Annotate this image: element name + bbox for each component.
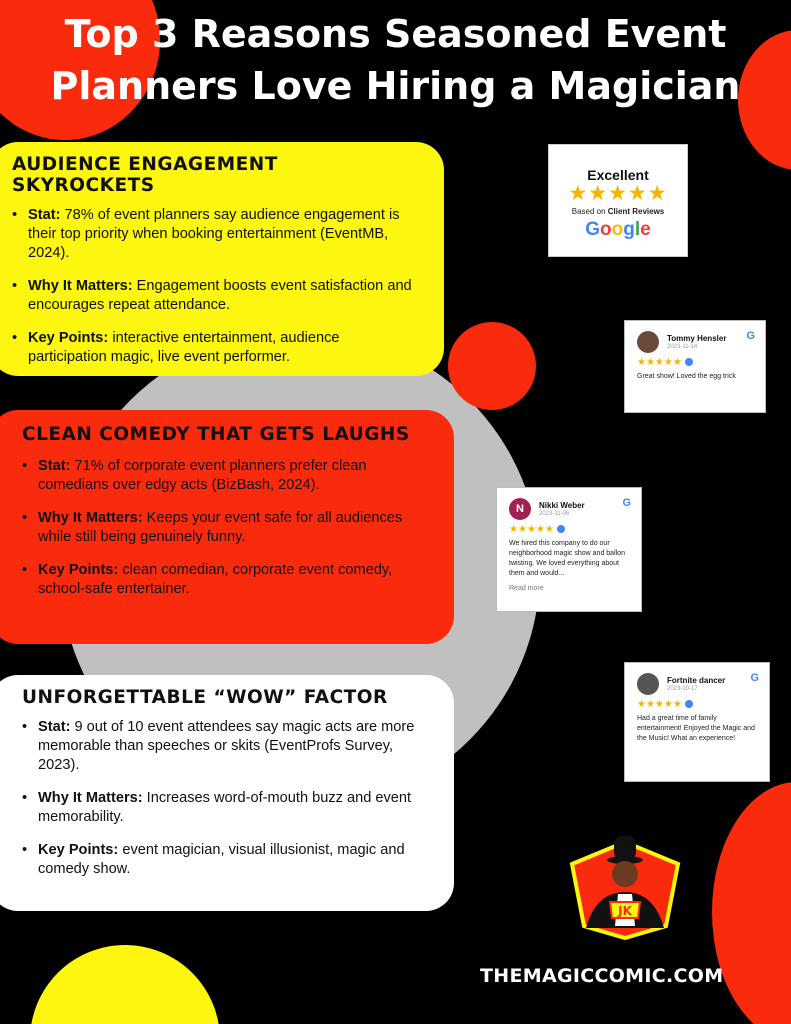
review-stars-icon: ★★★★★ xyxy=(509,524,629,535)
review-card xyxy=(624,320,766,413)
point-why: • Why It Matters: Engagement boosts event satisfaction and encourages repeat attendance. xyxy=(12,277,420,315)
review-date: 2023-11-14 xyxy=(667,344,698,350)
reviewer-name: Tommy Hensler xyxy=(667,334,727,343)
point-stat: • Stat: 71% of corporate event planners prefer clean comedians over edgy acts (BizBash, 2024). xyxy=(22,457,430,495)
review-date: 2023-10-17 xyxy=(667,686,698,692)
point-why: • Why It Matters: Increases word-of-mouth buzz and event memorability. xyxy=(22,789,430,827)
review-text: We hired this company to do our neighborhood magic show and ballon twisting. We loved everything about them and would... xyxy=(509,540,625,577)
rating-basis: Based on Client Reviews xyxy=(571,207,665,216)
title-line-2: Planners Love Hiring a Magician xyxy=(50,64,741,108)
decor-circle-bottom-right xyxy=(712,782,791,1024)
review-date: 2023-11-06 xyxy=(539,511,570,517)
point-key: • Key Points: clean comedian, corporate event comedy, school-safe entertainer. xyxy=(22,561,430,599)
google-rating-badge xyxy=(548,144,688,257)
section-card-wow-factor xyxy=(0,675,454,911)
avatar xyxy=(637,331,659,353)
rating-word: Excellent xyxy=(587,167,649,183)
reviewer-name: Fortnite dancer xyxy=(667,676,726,685)
read-more-link[interactable]: Read more xyxy=(509,585,544,592)
section-heading: CLEAN COMEDY THAT GETS LAUGHS xyxy=(22,424,410,445)
point-stat: • Stat: 9 out of 10 event attendees say magic acts are more memorable than speeches or skits (EventProfs Survey, 2023). xyxy=(22,718,430,775)
review-card xyxy=(624,662,770,782)
google-g-icon: G xyxy=(622,497,631,509)
point-key: • Key Points: event magician, visual illusionist, magic and comedy show. xyxy=(22,841,430,879)
review-stars-icon: ★★★★★ xyxy=(637,357,753,368)
reviewer-name: Nikki Weber xyxy=(539,501,585,510)
section-points xyxy=(12,206,420,367)
title-line-1: Top 3 Reasons Seasoned Event xyxy=(64,12,727,56)
mascot-badge-text: JK xyxy=(618,904,632,918)
verified-icon xyxy=(685,358,693,366)
avatar xyxy=(637,673,659,695)
avatar: N xyxy=(509,498,531,520)
page-title xyxy=(0,8,791,112)
decor-circle-small-red xyxy=(448,322,536,410)
review-card xyxy=(496,487,642,612)
magician-mascot-logo xyxy=(566,830,684,940)
google-g-icon: G xyxy=(750,672,759,684)
google-logo: Google xyxy=(585,219,651,240)
section-points xyxy=(22,457,430,599)
verified-icon xyxy=(557,525,565,533)
section-card-audience-engagement xyxy=(0,142,444,376)
section-card-clean-comedy xyxy=(0,410,454,644)
review-text: Had a great time of family entertainment! Enjoyed the Magic and the Music! What an experience! xyxy=(637,715,755,742)
rating-stars-icon: ★★★★★ xyxy=(568,182,668,205)
point-stat: • Stat: 78% of event planners say audience engagement is their top priority when booking entertainment (EventMB, 2024). xyxy=(12,206,420,263)
point-why: • Why It Matters: Keeps your event safe for all audiences while still being genuinely funny. xyxy=(22,509,430,547)
google-g-icon: G xyxy=(746,330,755,342)
point-key: • Key Points: interactive entertainment, audience participation magic, live event performer. xyxy=(12,329,420,367)
review-stars-icon: ★★★★★ xyxy=(637,699,757,710)
section-heading: AUDIENCE ENGAGEMENT SKYROCKETS xyxy=(12,154,278,196)
decor-circle-bottom-left xyxy=(30,945,220,1024)
section-heading: UNFORGETTABLE “WOW” FACTOR xyxy=(22,687,388,708)
review-text: Great show! Loved the egg trick xyxy=(637,373,736,380)
verified-icon xyxy=(685,700,693,708)
section-points xyxy=(22,718,430,879)
website-url[interactable]: THEMAGICCOMIC.COM xyxy=(480,965,724,987)
